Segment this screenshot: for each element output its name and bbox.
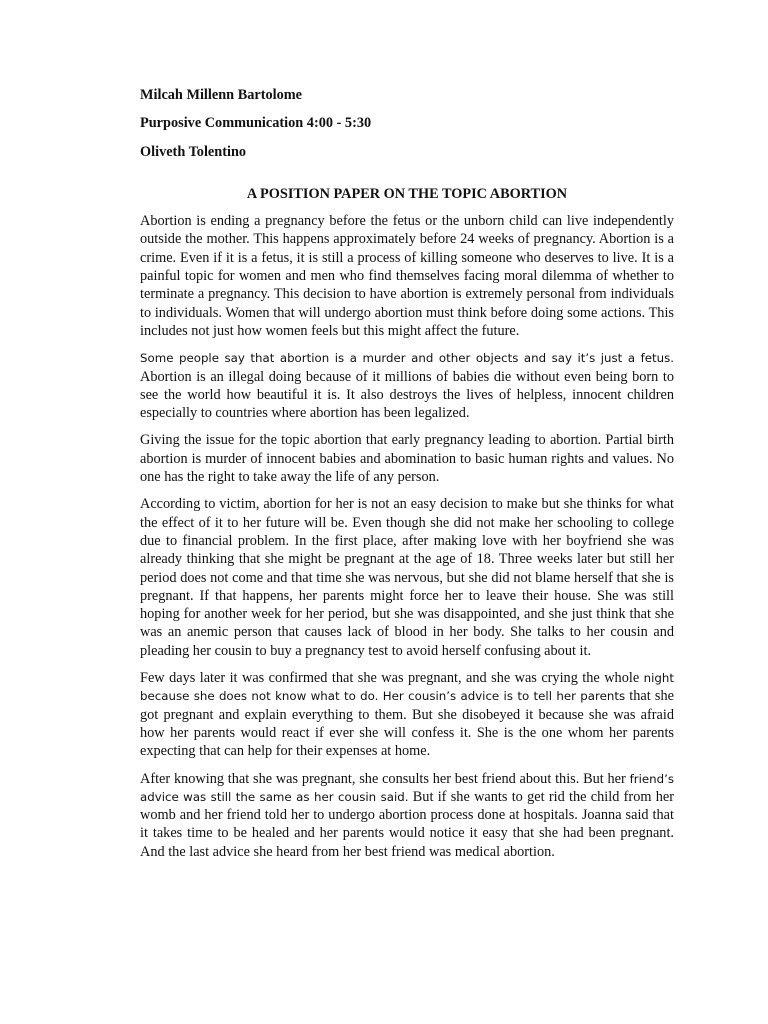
paragraph-1-text: Abortion is ending a pregnancy before the fetus or the unborn child can live independently outside the mother. This happens approximately before 24 weeks of pregnancy. Abortion is a crime. Even if it is a fetus, it is still a process of killing someone who deserves to live. It is a painful topic for women and men who find themselves facing moral dilemma of whether to terminate a pregnancy. This decision to have abortion is extremely personal from individuals to individuals. Women that will undergo abortion must think before doing some actions. This includes not just how women feels but this might affect the future. xyxy=(140,213,674,339)
paragraph-2 xyxy=(140,349,674,422)
paragraph-3 xyxy=(140,431,674,486)
document-content xyxy=(140,86,674,870)
paragraph-6-post: But if she wants to get rid the child from her womb and her friend told her to undergo abortion process done at hospitals. Joanna said that it takes time to be healed and her parents would notice it easy that she had been pregnant. And the last advice she heard from her best friend was medical abortion. xyxy=(140,788,674,860)
paragraph-3-text: Giving the issue for the topic abortion that early pregnancy leading to abortion. Partial birth abortion is murder of innocent babies and abomination to basic human rights and values. No one has the right to take away the life of any person. xyxy=(140,432,674,486)
paragraph-5-post: that she got pregnant and explain everything to them. But she disobeyed it because she was afraid how her parents would react if ever she will confess it. She is the one whom her parents expecting that can help for their expenses at home. xyxy=(140,688,674,760)
paragraph-6-pre: After knowing that she was pregnant, she consults her best friend about this. But her xyxy=(140,770,626,787)
paragraph-6-sans: friend’s advice was still the same as her cousin said. xyxy=(140,771,674,804)
instructor-name: Oliveth Tolentino xyxy=(140,143,247,160)
paragraph-5 xyxy=(140,669,674,760)
paragraph-5-pre: Few days later it was confirmed that she was pregnant, and she was crying the whole xyxy=(140,670,640,687)
paragraph-2-text: Abortion is an illegal doing because of it millions of babies die without even being born to see the world how beautiful it is. It also destroys the lives of helpless, innocent children especially to countries where abortion has been legalized. xyxy=(140,368,674,422)
author-name: Milcah Millenn Bartolome xyxy=(140,87,303,103)
paragraph-5-sans: night because she does not know what to do. Her cousin’s advice is to tell her parents xyxy=(140,671,674,704)
paragraph-4 xyxy=(140,495,674,660)
document-title: A POSITION PAPER ON THE TOPIC ABORTION xyxy=(246,185,568,202)
course-info: Purposive Communication 4:00 - 5:30 xyxy=(140,115,372,132)
paragraph-1 xyxy=(140,212,674,340)
paragraph-2-lead: Some people say that abortion is a murder and other objects and say it’s just a fetus. xyxy=(140,351,674,366)
paragraph-4-text: According to victim, abortion for her is not an easy decision to make but she thinks for what the effect of it to her future will be. Even though she did not make her schooling to college due to financial problem. In the first place, after making love with her boyfriend she was already thinking that she might be pregnant at the age of 18. Three weeks later but still her period does not come and that time she was nervous, but she did not blame herself that she is pregnant. If that happens, her parents might force her to leave their house. She was still hoping for another week for her period, but she was disappointed, and she just think that she was an anemic person that causes lack of blood in her body. She talks to her cousin and pleading her cousin to buy a pregnancy test to avoid herself confusing about it. xyxy=(140,496,674,659)
paragraph-6 xyxy=(140,770,674,861)
